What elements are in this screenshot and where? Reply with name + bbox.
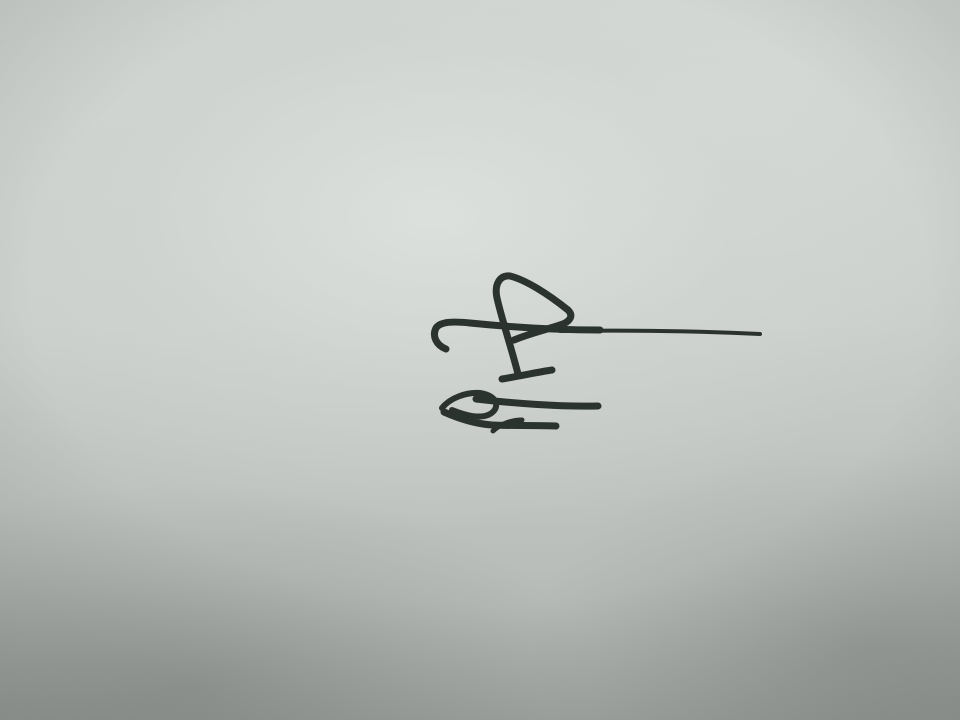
signature-stroke-bar [502, 370, 552, 379]
